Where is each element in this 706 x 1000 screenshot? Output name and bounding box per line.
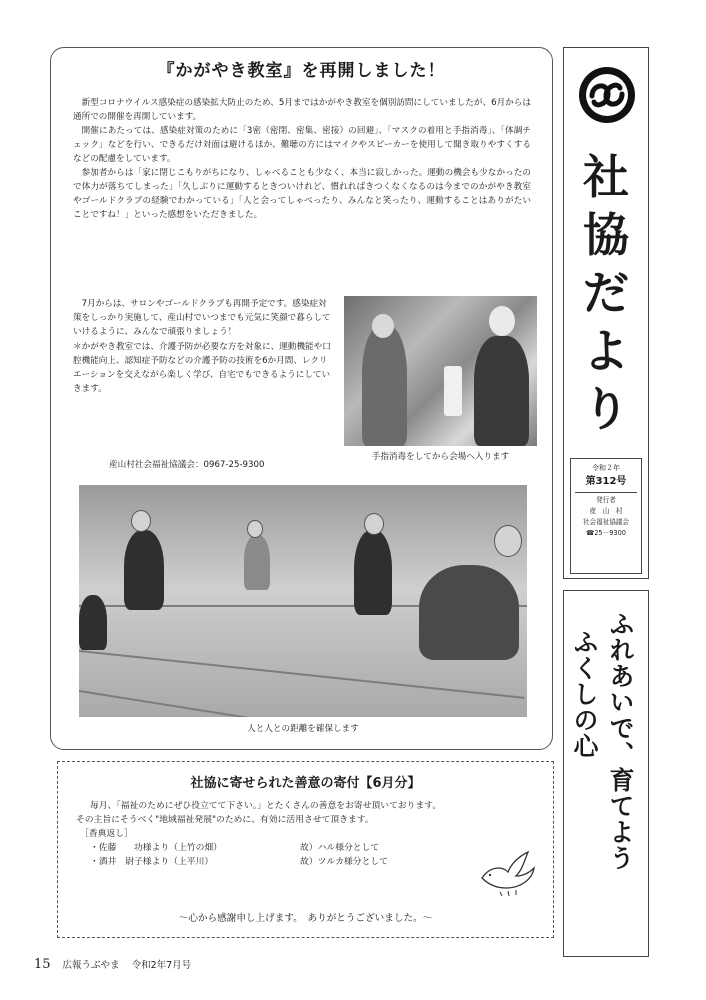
- donation-thanks: ～心から感謝申し上げます。 ありがとうございました。～: [178, 913, 433, 924]
- donation-body: [76, 799, 536, 869]
- masthead-title-char: り: [583, 382, 629, 436]
- donation-entry: [76, 855, 536, 869]
- donor-name: ・酒井 尉子様より（上平川）: [90, 857, 214, 867]
- article-note: ＊かがやき教室では、介護予防が必要な方を対象に、運動機能や口腔機能向上、認知症予防などの介護予防の技術を6か月間、レクリエーションを交えながら楽しく学び、自宅でもできるようにしていきます。: [73, 341, 331, 395]
- article-paragraph: 参加者からは「家に閉じこもりがちになり、しゃべることも少なく、本当に寂しかった。運動の機会も少なかったので体力が落ちてしまった」「久しぶりに運動するときついけれど、慣れればきつくなくなるのは今までのかがやき教室やゴールドクラブの経験でわかっている」「人と会ってしゃべったり、みんなと笑ったり、運動することはありがたいことですね！」といった感想をいただきました。: [73, 168, 531, 220]
- photo1-caption: 手指消毒をしてから会場へ入ります: [371, 452, 510, 462]
- donation-section-label: ［香典返し］: [80, 829, 133, 839]
- slogan-line: ふくしの心: [570, 629, 599, 759]
- publisher-village: 産 山 村: [589, 507, 623, 515]
- article-title: 『かがやき教室』を再開しました！: [157, 61, 446, 81]
- donation-box: [57, 761, 554, 938]
- masthead: [563, 47, 649, 579]
- masthead-title-char: だ: [583, 266, 629, 320]
- dove-icon: [476, 844, 538, 902]
- article-box: [50, 47, 553, 750]
- publisher-label: 発行者: [596, 496, 616, 504]
- donor-relation: 故）: [300, 857, 318, 867]
- donation-title: 社協に寄せられた善意の寄付【6月分】: [190, 776, 421, 791]
- article-body: [73, 96, 531, 222]
- issue-era: 令和２年: [592, 464, 620, 472]
- masthead-title: [564, 148, 648, 438]
- slogan-line: ふれあいで、育てよう: [606, 611, 635, 871]
- publisher-org: 社会福祉協議会: [582, 518, 630, 526]
- publisher-phone: ☎25－9300: [586, 529, 626, 537]
- donor-note: ハル様分として: [317, 843, 380, 853]
- donor-note: ツルカ様分として: [317, 857, 388, 867]
- donation-intro: その主旨にそうべく"地域福祉発展"のために、有効に活用させて頂きます。: [76, 815, 374, 825]
- masthead-title-char: よ: [583, 324, 629, 378]
- slogan-text: [566, 611, 638, 871]
- slogan-box: [563, 590, 649, 957]
- donation-intro: 毎月、「福祉のためにぜひ役立てて下さい。」とたくさんの善意をお寄せ頂いております。: [90, 801, 442, 811]
- article-lower-body: [73, 297, 335, 396]
- masthead-title-char: 社: [583, 150, 629, 204]
- contact-line: 産山村社会福祉協議会：0967-25-9300: [109, 460, 265, 470]
- masthead-title-char: 協: [583, 208, 629, 262]
- photo2-caption: 人と人との距離を確保します: [247, 724, 359, 734]
- page-footer: [34, 957, 191, 972]
- shakyo-logo-icon: [578, 66, 636, 124]
- photo-exercise-class: [79, 485, 527, 717]
- publication-name: 広報うぶやま: [62, 960, 120, 971]
- publisher-info: [571, 495, 641, 539]
- donor-name: ・佐藤 功様より（上竹の畑）: [90, 843, 222, 853]
- article-paragraph: 新型コロナウイルス感染症の感染拡大防止のため、5月まではかがやき教室を個別訪問にしていましたが、6月からは通所での開催を再開しています。: [73, 98, 531, 122]
- article-paragraph: 開催にあたっては、感染症対策のために「3密（密閉、密集、密接）の回避」、「マスクの着用と手指消毒」、「体調チェック」などを行い、できるだけ対面は避けるほか、難聴の方にはマイクやスピーカーを使用して聞き取りやすくするなどの配慮をしています。: [73, 126, 531, 164]
- publication-date: 令和2年7月号: [131, 960, 192, 971]
- donation-entry: [76, 841, 536, 855]
- divider: [575, 492, 637, 493]
- donor-relation: 故）: [300, 843, 318, 853]
- page-number: 15: [34, 957, 51, 972]
- article-paragraph: 7月からは、サロンやゴールドクラブも再開予定です。感染症対策をしっかり実施して、産山村でいつまでも元気に笑顔で暮らしていけるように、みんなで頑張りましょう！: [73, 299, 331, 338]
- issue-number: 第312号: [585, 476, 627, 487]
- issue-info: [570, 458, 642, 574]
- photo-hand-sanitizing: [344, 296, 537, 446]
